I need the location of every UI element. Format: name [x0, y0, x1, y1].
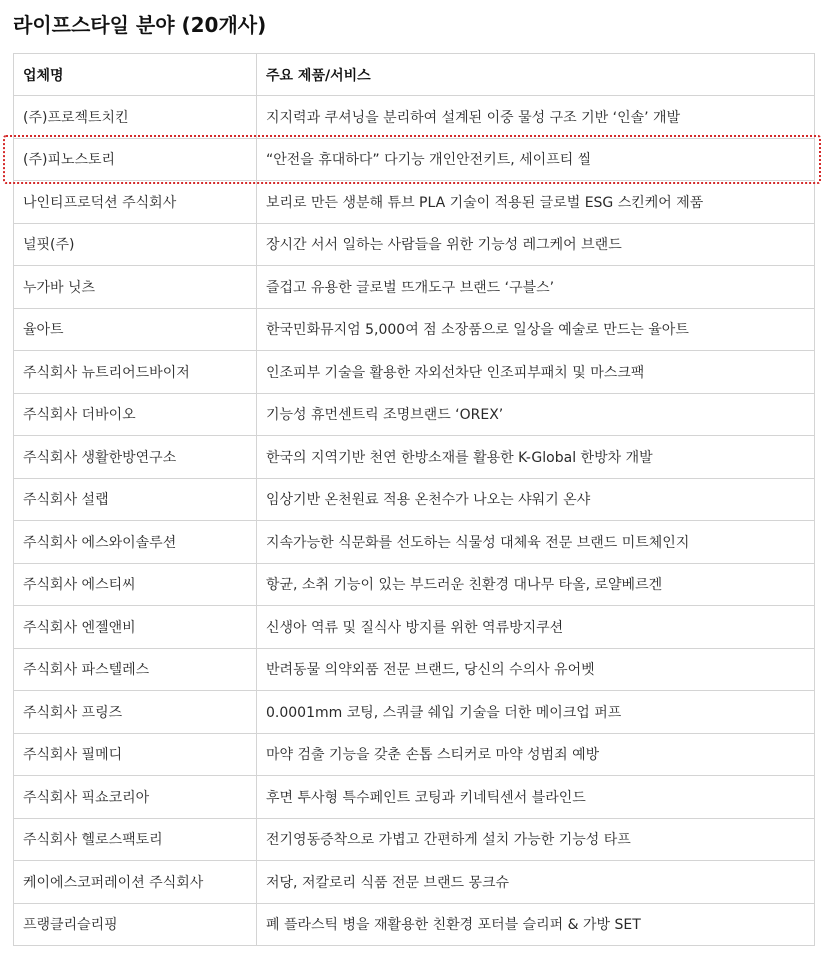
company-name-cell: 주식회사 생활한방연구소 [14, 436, 257, 479]
table-row [14, 478, 815, 521]
table-row [14, 606, 815, 649]
table-row [14, 181, 815, 224]
company-name-cell: (주)프로젝트치킨 [14, 96, 257, 139]
product-description-cell: 신생아 역류 및 질식사 방지를 위한 역류방지쿠션 [257, 606, 815, 649]
company-name-cell: (주)피노스토리 [14, 138, 257, 181]
product-description-cell: 장시간 서서 일하는 사람들을 위한 기능성 레그케어 브랜드 [257, 223, 815, 266]
table-row [14, 563, 815, 606]
company-table [13, 53, 815, 946]
company-name-cell: 주식회사 필메디 [14, 733, 257, 776]
product-description-cell: 즐겁고 유용한 글로벌 뜨개도구 브랜드 ‘구블스’ [257, 266, 815, 309]
table-body [14, 96, 815, 946]
section-title: 라이프스타일 분야 (20개사) [13, 13, 267, 37]
product-description-cell: 0.0001mm 코팅, 스쿼클 쉐입 기술을 더한 메이크업 퍼프 [257, 691, 815, 734]
product-description-cell: 마약 검출 기능을 갖춘 손톱 스티커로 마약 성범죄 예방 [257, 733, 815, 776]
company-name-cell: 주식회사 에스와이솔루션 [14, 521, 257, 564]
company-name-cell: 프랭클리슬리핑 [14, 903, 257, 946]
company-name-cell: 케이에스코퍼레이션 주식회사 [14, 861, 257, 904]
product-description-cell: 보리로 만든 생분해 튜브 PLA 기술이 적용된 글로벌 ESG 스킨케어 제품 [257, 181, 815, 224]
company-name-cell: 주식회사 설랩 [14, 478, 257, 521]
table-header-row [14, 54, 815, 96]
company-name-cell: 누가바 닛츠 [14, 266, 257, 309]
product-description-cell: 반려동물 의약외품 전문 브랜드, 당신의 수의사 유어벳 [257, 648, 815, 691]
company-table-container [13, 53, 814, 946]
product-description-cell: 지지력과 쿠셔닝을 분리하여 설계된 이중 물성 구조 기반 ‘인솔’ 개발 [257, 96, 815, 139]
table-row [14, 903, 815, 946]
table-row [14, 691, 815, 734]
table-row [14, 351, 815, 394]
table-row [14, 521, 815, 564]
table-row [14, 648, 815, 691]
product-description-cell: 저당, 저칼로리 식품 전문 브랜드 몽크슈 [257, 861, 815, 904]
company-name-cell: 주식회사 엔젤앤비 [14, 606, 257, 649]
table-row [14, 308, 815, 351]
company-name-cell: 널핏(주) [14, 223, 257, 266]
table-row [14, 776, 815, 819]
product-description-cell: 지속가능한 식문화를 선도하는 식물성 대체육 전문 브랜드 미트체인지 [257, 521, 815, 564]
company-name-cell: 주식회사 프링즈 [14, 691, 257, 734]
table-row [14, 818, 815, 861]
header-products-services: 주요 제품/서비스 [257, 54, 815, 96]
product-description-cell: 전기영동증착으로 가볍고 간편하게 설치 가능한 기능성 타프 [257, 818, 815, 861]
table-row [14, 266, 815, 309]
product-description-cell: 인조피부 기술을 활용한 자외선차단 인조피부패치 및 마스크팩 [257, 351, 815, 394]
table-row [14, 393, 815, 436]
header-company-name: 업체명 [14, 54, 257, 96]
company-name-cell: 주식회사 뉴트리어드바이저 [14, 351, 257, 394]
company-name-cell: 주식회사 에스티씨 [14, 563, 257, 606]
product-description-cell: “안전을 휴대하다” 다기능 개인안전키트, 세이프티 씰 [257, 138, 815, 181]
table-row [14, 96, 815, 139]
company-name-cell: 나인티프로덕션 주식회사 [14, 181, 257, 224]
company-name-cell: 주식회사 더바이오 [14, 393, 257, 436]
product-description-cell: 항균, 소취 기능이 있는 부드러운 친환경 대나무 타올, 로얄베르겐 [257, 563, 815, 606]
product-description-cell: 기능성 휴먼센트릭 조명브랜드 ‘OREX’ [257, 393, 815, 436]
product-description-cell: 임상기반 온천원료 적용 온천수가 나오는 샤워기 온샤 [257, 478, 815, 521]
table-row [14, 733, 815, 776]
table-row [14, 436, 815, 479]
company-name-cell: 주식회사 파스텔레스 [14, 648, 257, 691]
product-description-cell: 폐 플라스틱 병을 재활용한 친환경 포터블 슬리퍼 & 가방 SET [257, 903, 815, 946]
product-description-cell: 한국의 지역기반 천연 한방소재를 활용한 K-Global 한방차 개발 [257, 436, 815, 479]
company-name-cell: 주식회사 픽쇼코리아 [14, 776, 257, 819]
product-description-cell: 한국민화뮤지엄 5,000여 점 소장품으로 일상을 예술로 만드는 율아트 [257, 308, 815, 351]
table-row [14, 223, 815, 266]
company-name-cell: 주식회사 헬로스팩토리 [14, 818, 257, 861]
table-row [14, 138, 815, 181]
company-name-cell: 율아트 [14, 308, 257, 351]
product-description-cell: 후면 투사형 특수페인트 코팅과 키네틱센서 블라인드 [257, 776, 815, 819]
table-row [14, 861, 815, 904]
